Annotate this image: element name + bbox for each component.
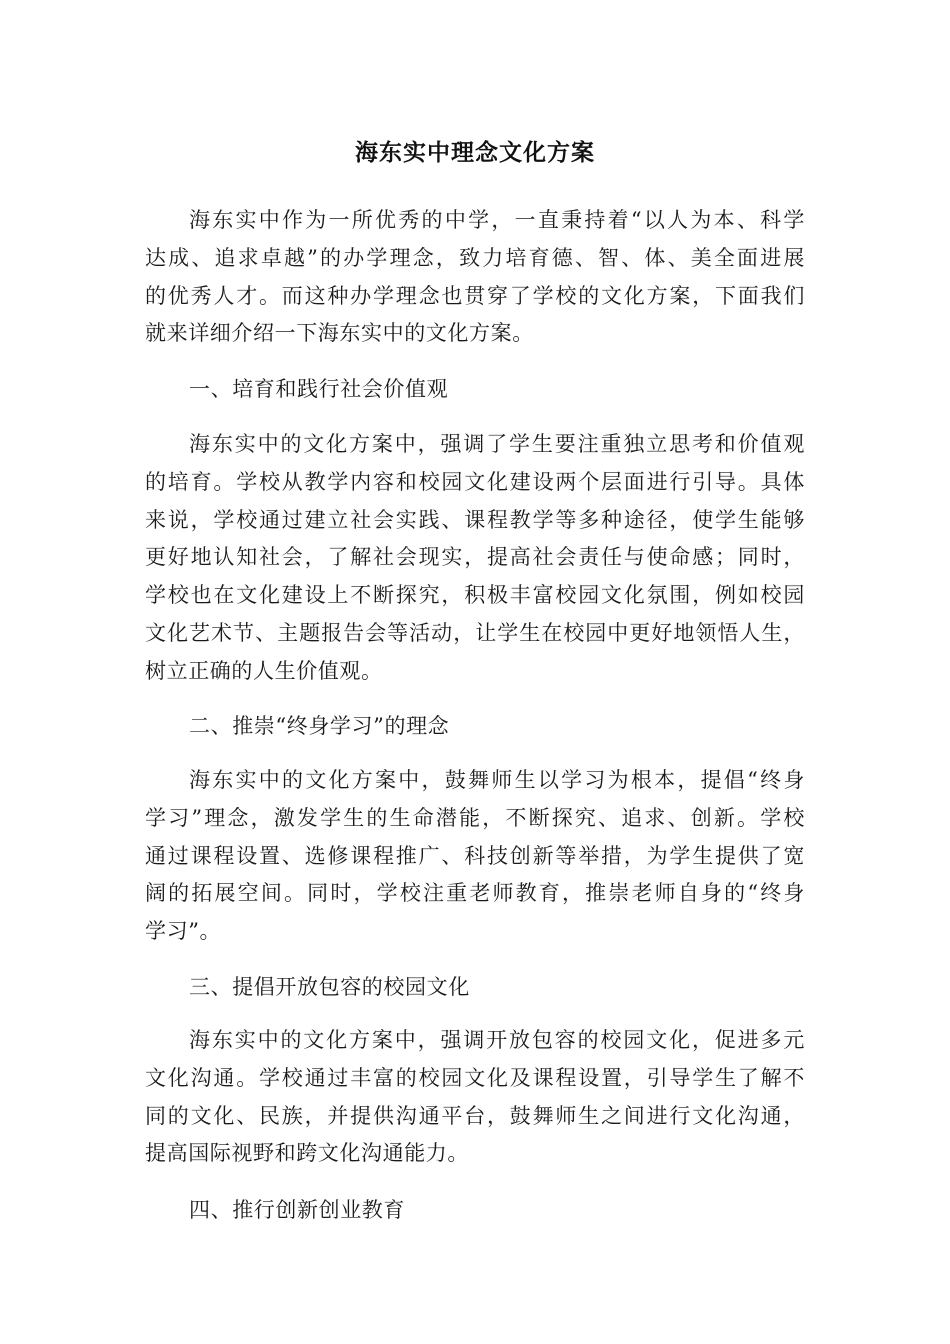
paragraph-line: 树立正确的人生价值观。 (145, 658, 383, 683)
document-title: 海东实中理念文化方案 (355, 140, 595, 166)
paragraph-line: 提高国际视野和跨文化沟通能力。 (145, 1141, 469, 1166)
paragraph-line: 就来详细介绍一下海东实中的文化方案。 (145, 321, 534, 346)
paragraph-line: 达成、追求卓越”的办学理念，致力培育德、智、体、美全面进展 (145, 245, 805, 270)
section-heading-3: 三、提倡开放包容的校园文化 (189, 975, 470, 999)
paragraph-line: 文化沟通。学校通过丰富的校园文化及课程设置，引导学生了解不 (145, 1065, 805, 1090)
paragraph-line: 文化艺术节、主题报告会等活动，让学生在校园中更好地领悟人生， (145, 620, 805, 645)
paragraph-line: 的培育。学校从教学内容和校园文化建设两个层面进行引导。具体 (145, 469, 805, 494)
section-3-paragraph (145, 1022, 805, 1173)
paragraph-line: 海东实中的文化方案中，强调开放包容的校园文化，促进多元 (189, 1028, 805, 1052)
paragraph-line: 更好地认知社会，了解社会现实，提高社会责任与使命感；同时， (145, 545, 805, 570)
paragraph-line: 通过课程设置、选修课程推广、科技创新等举措，为学生提供了宽 (145, 843, 805, 868)
paragraph-line: 海东实中的文化方案中，强调了学生要注重独立思考和价值观 (189, 432, 805, 456)
paragraph-line: 海东实中作为一所优秀的中学，一直秉持着“以人为本、科学 (189, 208, 805, 232)
section-2-paragraph (145, 762, 805, 951)
section-1-paragraph (145, 426, 805, 691)
paragraph-line: 学习”。 (145, 919, 222, 944)
paragraph-line: 学习”理念，激发学生的生命潜能，不断探究、追求、创新。学校 (145, 805, 805, 830)
paragraph-line: 来说，学校通过建立社会实践、课程教学等多种途径，使学生能够 (145, 507, 805, 532)
section-heading-4: 四、推行创新创业教育 (189, 1198, 405, 1222)
paragraph-line: 阔的拓展空间。同时，学校注重老师教育，推崇老师自身的“终身 (145, 881, 805, 906)
section-heading-2: 二、推崇“终身学习”的理念 (189, 714, 450, 738)
paragraph-line: 海东实中的文化方案中，鼓舞师生以学习为根本，提倡“终身 (189, 768, 805, 792)
paragraph-line: 的优秀人才。而这种办学理念也贯穿了学校的文化方案，下面我们 (145, 283, 805, 308)
paragraph-line: 同的文化、民族，并提供沟通平台，鼓舞师生之间进行文化沟通， (145, 1103, 805, 1128)
section-heading-1: 一、培育和践行社会价值观 (189, 377, 449, 401)
paragraph-line: 学校也在文化建设上不断探究，积极丰富校园文化氛围，例如校园 (145, 583, 805, 608)
intro-paragraph (145, 202, 805, 353)
